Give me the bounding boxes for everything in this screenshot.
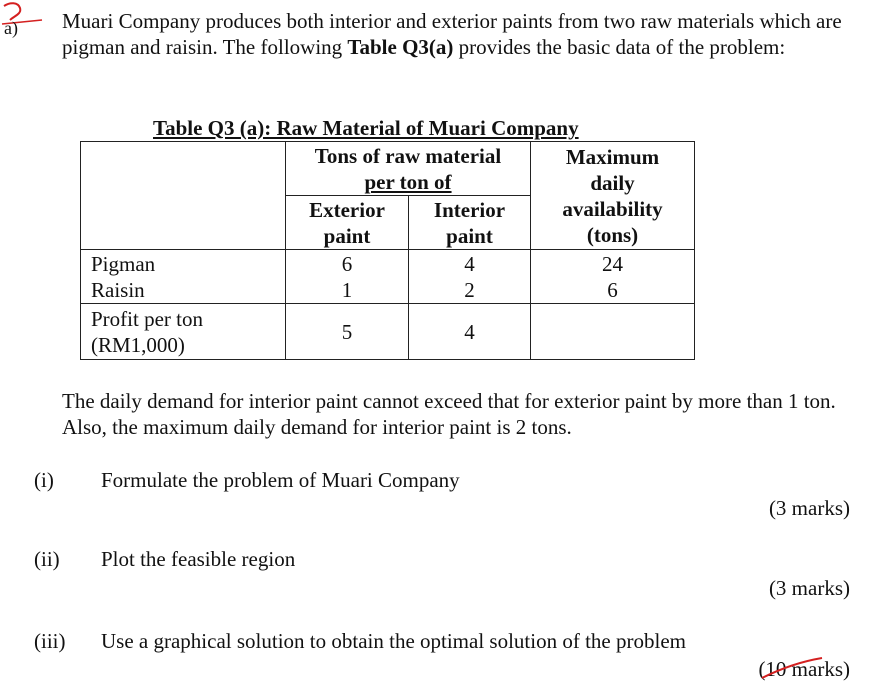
profit-label-line1: Profit per ton — [91, 306, 203, 331]
group-header — [286, 142, 531, 196]
group-header-line2: per ton of — [364, 169, 452, 194]
question-number: (ii) — [34, 547, 60, 571]
table-corner-cell — [81, 142, 286, 250]
max-header-line: (tons) — [586, 222, 639, 247]
max-availability-header — [531, 142, 695, 250]
question-text: Use a graphical solution to obtain the optimal solution of the problem — [101, 629, 686, 653]
interior-values-cell — [409, 250, 531, 304]
max-header-line: Maximum — [565, 144, 660, 169]
intro-paragraph — [62, 8, 862, 60]
question-marks: (10 marks) — [758, 657, 850, 681]
intro-text-part1: Muari Company produces both interior and exterior paints from two raw materials which are pigman and raisin. The following — [62, 9, 842, 59]
pigman-exterior-value: 6 — [341, 251, 353, 276]
profit-label-line2: (RM1,000) — [91, 332, 185, 357]
max-values-cell — [531, 250, 695, 304]
profit-interior-value: 4 — [409, 304, 531, 360]
raisin-exterior-value: 1 — [341, 277, 353, 302]
demand-text: The daily demand for interior paint cannot exceed that for exterior paint by more than 1 ton. Also, the maximum daily demand for interior paint is 2 tons. — [62, 389, 836, 439]
handwritten-strike-mark — [758, 654, 828, 684]
intro-text-part2: provides the basic data of the problem: — [453, 35, 786, 59]
question-text: Formulate the problem of Muari Company — [101, 468, 460, 492]
question-text: Plot the feasible region — [101, 547, 296, 571]
material-label-cell — [81, 250, 286, 304]
pigman-interior-value: 4 — [464, 251, 475, 276]
profit-max-value — [531, 304, 695, 360]
interior-header-line1: Interior — [433, 197, 506, 222]
exterior-header-line2: paint — [323, 223, 371, 248]
question-marks: (3 marks) — [768, 576, 850, 600]
raisin-max-value: 6 — [607, 277, 618, 302]
question-number: (iii) — [34, 629, 66, 653]
pigman-max-value: 24 — [602, 251, 623, 276]
max-header-line: daily — [590, 170, 635, 195]
table-caption: Table Q3 (a): Raw Material of Muari Company — [153, 116, 579, 140]
profit-label-cell — [81, 304, 286, 360]
interior-paint-header — [409, 196, 531, 250]
demand-paragraph — [62, 388, 862, 440]
raisin-interior-value: 2 — [464, 277, 475, 302]
interior-header-line2: paint — [446, 223, 493, 248]
intro-table-ref: Table Q3(a) — [347, 35, 454, 59]
question-marks: (3 marks) — [768, 496, 850, 520]
question-number: (i) — [34, 468, 54, 492]
row-label-raisin: Raisin — [91, 277, 145, 302]
profit-exterior-value: 5 — [286, 304, 409, 360]
exterior-values-cell — [286, 250, 409, 304]
max-header-line: availability — [562, 196, 663, 221]
raw-material-table — [80, 141, 695, 360]
exterior-paint-header — [286, 196, 409, 250]
group-header-line1: Tons of raw material — [314, 143, 502, 168]
margin-label: a) — [4, 18, 18, 38]
row-label-pigman: Pigman — [91, 251, 156, 276]
exterior-header-line1: Exterior — [309, 197, 385, 222]
